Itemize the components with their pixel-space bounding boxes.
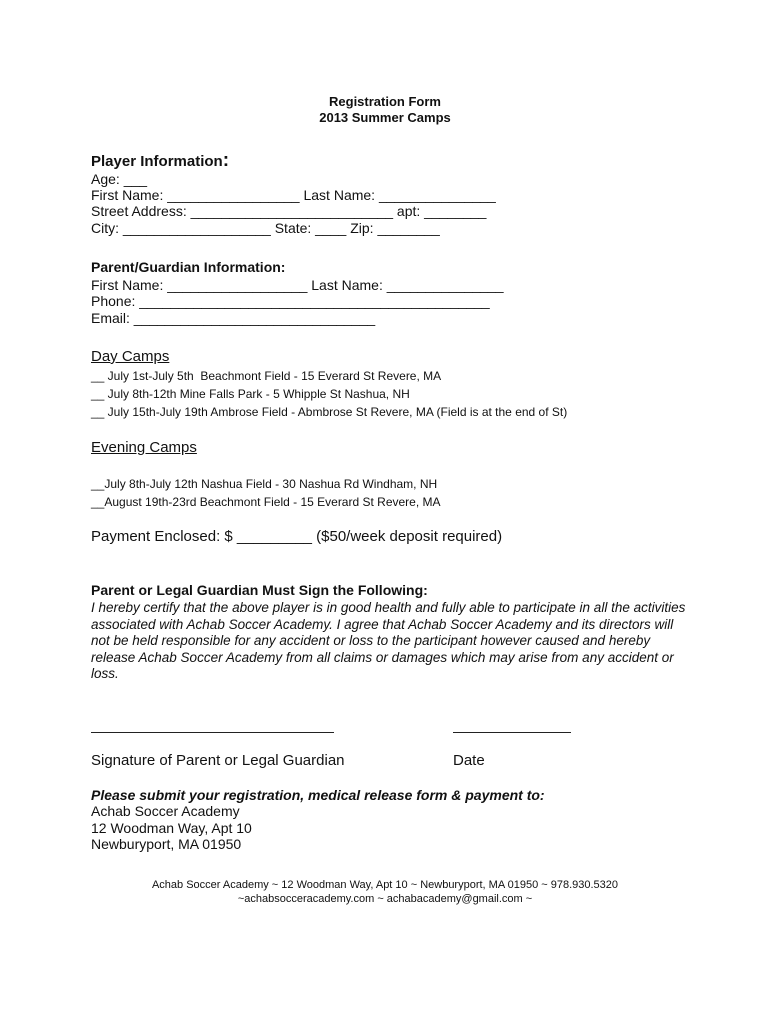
date-line[interactable] [453, 732, 571, 733]
evening-camps-heading: Evening Camps [91, 439, 197, 456]
player-info-heading [91, 150, 229, 172]
player-name-fields[interactable]: First Name: _________________ Last Name: _______________ [91, 187, 496, 203]
footer-contact: ~achabsocceracademy.com ~ achabacademy@gmail.com ~ [237, 893, 533, 905]
evening-camp-option-1[interactable]: __July 8th-July 12th Nashua Field - 30 Nashua Rd Windham, NH [91, 477, 438, 491]
signature-label: Signature of Parent or Legal Guardian [91, 752, 345, 769]
payment-enclosed-field[interactable]: Payment Enclosed: $ _________ ($50/week deposit required) [91, 528, 503, 545]
signature-line[interactable] [91, 732, 334, 733]
footer-address: Achab Soccer Academy ~ 12 Woodman Way, Apt 10 ~ Newburyport, MA 01950 ~ 978.930.5320 [151, 879, 619, 891]
parent-phone-field[interactable]: Phone: _____________________________________________ [91, 293, 490, 309]
player-info-heading-colon: : [222, 150, 230, 171]
parent-name-fields[interactable]: First Name: __________________ Last Name: _______________ [91, 277, 504, 293]
player-info-heading-text: Player Information [91, 153, 223, 170]
submit-street: 12 Woodman Way, Apt 10 [91, 820, 252, 836]
day-camp-option-3[interactable]: __ July 15th-July 19th Ambrose Field - Abmbrose St Revere, MA (Field is at the end of St) [91, 405, 568, 419]
date-label: Date [453, 752, 485, 769]
player-address-fields[interactable]: Street Address: __________________________ apt: ________ [91, 203, 487, 219]
form-subtitle: 2013 Summer Camps [319, 110, 451, 125]
day-camps-heading: Day Camps [91, 348, 170, 365]
parent-info-heading: Parent/Guardian Information: [91, 259, 286, 275]
submit-instruction: Please submit your registration, medical release form & payment to: [91, 787, 545, 803]
submit-org-name: Achab Soccer Academy [91, 803, 240, 819]
evening-camp-option-2[interactable]: __August 19th-23rd Beachmont Field - 15 Everard St Revere, MA [91, 495, 441, 509]
player-city-fields[interactable]: City: ___________________ State: ____ Zip: ________ [91, 220, 440, 236]
waiver-heading: Parent or Legal Guardian Must Sign the Following: [91, 582, 428, 598]
parent-email-field[interactable]: Email: _______________________________ [91, 310, 376, 326]
day-camp-option-1[interactable]: __ July 1st-July 5th Beachmont Field - 15 Everard St Revere, MA [91, 369, 442, 383]
day-camp-option-2[interactable]: __ July 8th-12th Mine Falls Park - 5 Whipple St Nashua, NH [91, 387, 410, 401]
submit-city: Newburyport, MA 01950 [91, 836, 242, 852]
form-title: Registration Form [329, 94, 441, 109]
waiver-text: I hereby certify that the above player is in good health and fully able to participate in all the activities associated with Achab Soccer Academy. I agree that Achab Soccer Academy and its directors will not be held responsible for any accident or loss to the participant however caused and hereby release Achab Soccer Academy from all claims or damages which may arise from any accident or loss. [91, 600, 686, 681]
player-age-field[interactable]: Age: ___ [91, 171, 148, 187]
